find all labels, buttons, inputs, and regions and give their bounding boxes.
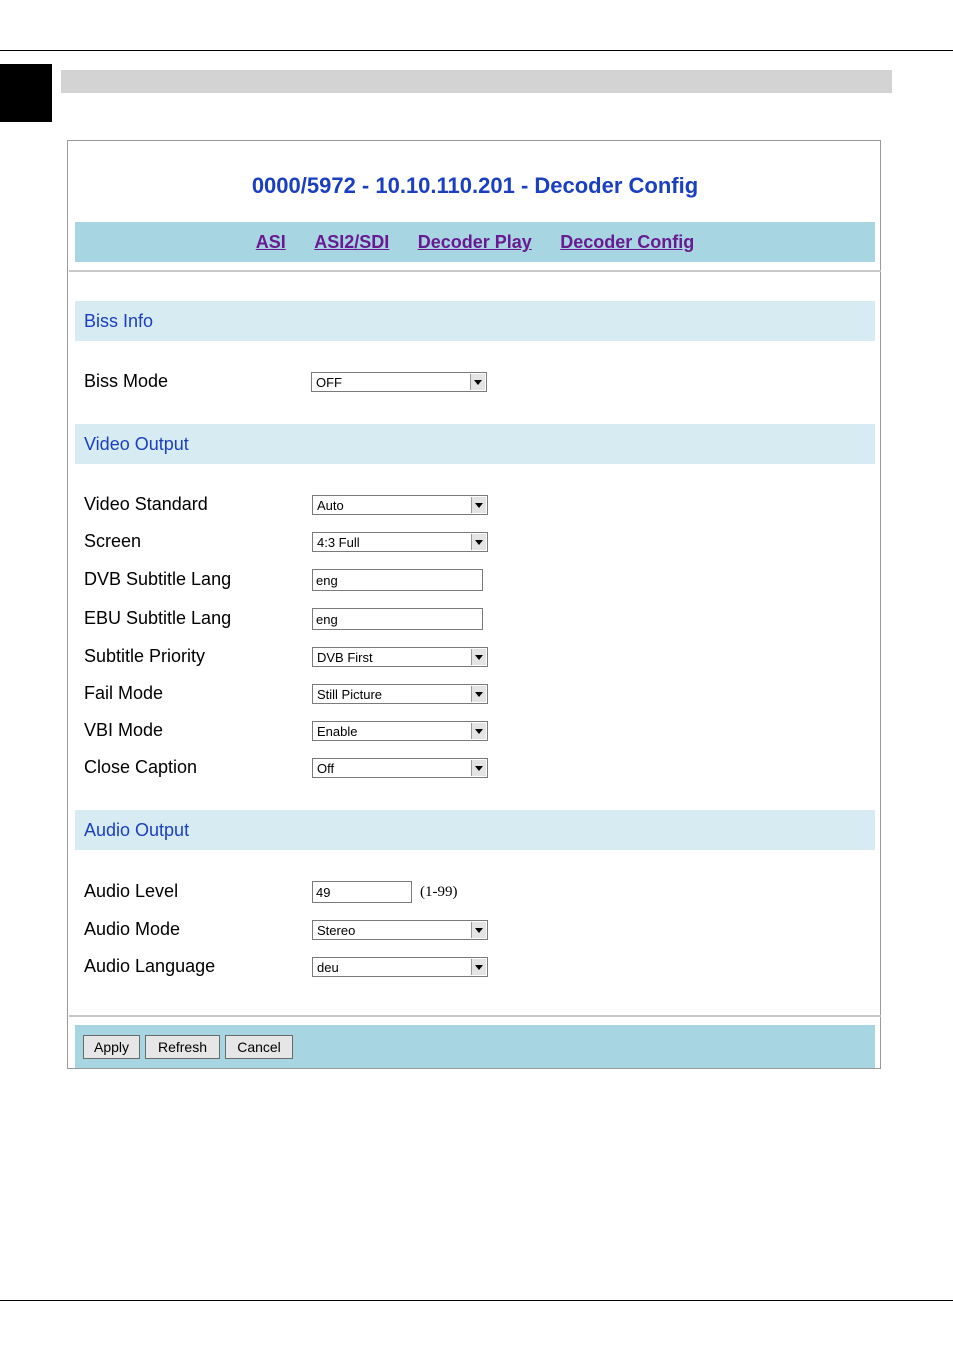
footer-divider — [69, 1015, 881, 1017]
chevron-down-icon[interactable] — [471, 922, 486, 938]
select-close-caption[interactable] — [312, 758, 488, 778]
nav-link-decoder-play[interactable]: Decoder Play — [417, 232, 532, 252]
section-header-biss-info — [75, 301, 875, 341]
section-title: Audio Output — [84, 820, 190, 840]
chevron-down-icon[interactable] — [470, 374, 485, 390]
select-value: deu — [317, 960, 339, 975]
select-biss-mode[interactable] — [311, 372, 487, 392]
select-value: 4:3 Full — [317, 535, 360, 550]
nav-divider — [69, 270, 881, 272]
select-audio-language[interactable] — [312, 957, 488, 977]
select-video-standard[interactable] — [312, 495, 488, 515]
nav-links — [75, 222, 875, 262]
select-value: Enable — [317, 724, 358, 739]
section-title: Video Output — [84, 434, 189, 454]
audio-level-range-hint: (1-99) — [420, 884, 458, 900]
chevron-down-icon[interactable] — [471, 649, 486, 665]
input-value: eng — [316, 573, 338, 588]
input-value: 49 — [316, 885, 331, 900]
select-audio-mode[interactable] — [312, 920, 488, 940]
page-title: 0000/5972 - 10.10.110.201 - Decoder Config — [251, 173, 699, 198]
label-vbi-mode: VBI Mode — [84, 720, 164, 740]
chevron-down-icon[interactable] — [471, 959, 486, 975]
nav-link-decoder-config[interactable]: Decoder Config — [560, 232, 695, 252]
refresh-button[interactable]: Refresh — [145, 1035, 220, 1059]
label-biss-mode: Biss Mode — [84, 371, 169, 391]
nav-link-asi[interactable]: ASI — [255, 232, 286, 252]
chevron-down-icon[interactable] — [471, 723, 486, 739]
select-screen[interactable] — [312, 532, 488, 552]
label-ebu-subtitle-lang: EBU Subtitle Lang — [84, 608, 232, 628]
select-vbi-mode[interactable] — [312, 721, 488, 741]
select-value: Off — [317, 761, 335, 776]
label-audio-language: Audio Language — [84, 956, 216, 976]
label-close-caption: Close Caption — [84, 757, 198, 777]
decoder-config-panel — [67, 140, 881, 1069]
input-audio-level[interactable] — [312, 881, 412, 903]
cancel-button[interactable]: Cancel — [225, 1035, 293, 1059]
chevron-down-icon[interactable] — [471, 760, 486, 776]
label-audio-mode: Audio Mode — [84, 919, 181, 939]
select-value: Still Picture — [317, 687, 383, 702]
label-dvb-subtitle-lang: DVB Subtitle Lang — [84, 569, 232, 589]
section-title: Biss Info — [84, 311, 154, 331]
label-video-standard: Video Standard — [84, 494, 208, 514]
apply-button[interactable]: Apply — [83, 1035, 140, 1059]
select-fail-mode[interactable] — [312, 684, 488, 704]
chevron-down-icon[interactable] — [471, 534, 486, 550]
section-header-audio-output — [75, 810, 875, 850]
select-value: OFF — [316, 375, 342, 390]
section-header-video-output — [75, 424, 875, 464]
label-screen: Screen — [84, 531, 142, 551]
select-value: Auto — [317, 498, 344, 513]
nav-bar — [75, 222, 875, 262]
input-dvb-subtitle-lang[interactable] — [312, 569, 483, 591]
label-audio-level: Audio Level — [84, 881, 179, 901]
label-subtitle-priority: Subtitle Priority — [84, 646, 206, 666]
input-value: eng — [316, 612, 338, 627]
label-fail-mode: Fail Mode — [84, 683, 164, 703]
chapter-tab-marker — [0, 64, 52, 122]
top-rule — [0, 50, 953, 51]
nav-link-asi2-sdi[interactable]: ASI2/SDI — [314, 232, 390, 252]
input-ebu-subtitle-lang[interactable] — [312, 608, 483, 630]
bottom-rule — [0, 1300, 953, 1301]
chevron-down-icon[interactable] — [471, 686, 486, 702]
select-value: DVB First — [317, 650, 373, 665]
select-subtitle-priority[interactable] — [312, 647, 488, 667]
footer-button-bar — [75, 1025, 875, 1068]
select-value: Stereo — [317, 923, 356, 938]
chevron-down-icon[interactable] — [471, 497, 486, 513]
header-grey-bar — [61, 70, 892, 93]
